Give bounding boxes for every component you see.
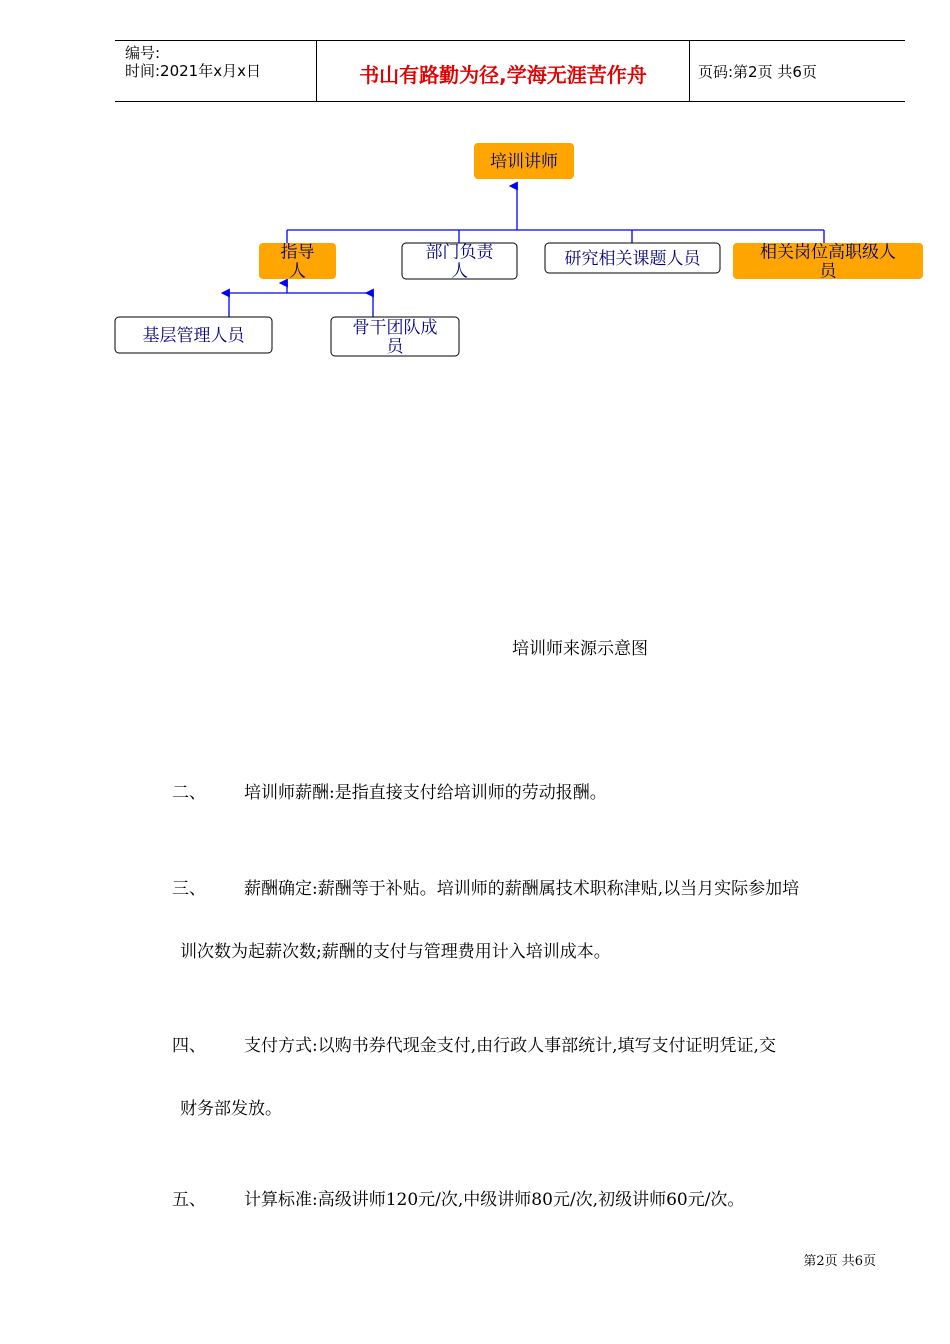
node-level1-0-label: 人 [289,261,306,282]
paragraph-text: 计算标准:高级讲师120元/次,中级讲师80元/次,初级讲师60元/次。 [244,1190,745,1210]
node-level2-0 [115,317,272,353]
diagram-caption: 培训师来源示意图 [512,639,648,659]
paragraph-4 [172,1036,892,1056]
node-level1-3-label: 员 [819,261,837,282]
paragraph-3-continuation: 训次数为起薪次数;薪酬的支付与管理费用计入培训成本。 [180,942,611,962]
node-level2-1-label: 骨干团队成 [352,318,438,338]
paragraph-text: 薪酬确定:薪酬等于补贴。培训师的薪酬属技术职称津贴,以当月实际参加培 [244,879,800,899]
paragraph-number: 二、 [172,783,206,803]
header-number-label: 编号: [125,44,161,62]
node-level1-0 [259,243,336,282]
paragraph-number: 四、 [172,1036,206,1056]
node-level1-1-label: 部门负责 [425,242,494,263]
node-level1-1 [402,243,517,282]
paragraph-text: 培训师薪酬:是指直接支付给培训师的劳动报酬。 [244,783,607,803]
header-page-info: 页码:第2页 共6页 [698,63,817,81]
node-level2-1 [331,317,459,357]
paragraph-number: 三、 [172,879,206,899]
node-level1-3-label: 相关岗位高职级人 [760,242,896,263]
page-footer: 第2页 共6页 [803,1254,876,1269]
paragraph-4-continuation: 财务部发放。 [180,1099,282,1119]
paragraph-2 [172,783,892,803]
node-level2-1-label: 员 [386,337,404,357]
node-level1-0-label: 指导 [280,242,315,263]
trainer-source-diagram [0,0,950,400]
header-time-label: 时间:2021年x月x日 [125,62,261,80]
node-level1-2-label: 研究相关课题人员 [564,249,701,269]
node-root [474,143,574,179]
node-root-label: 培训讲师 [490,152,558,172]
node-level1-1-label: 人 [451,261,468,282]
paragraph-5 [172,1190,892,1210]
header-motto: 书山有路勤为径,学海无涯苦作舟 [359,63,647,87]
paragraph-3 [172,879,892,899]
node-level1-3 [733,243,923,282]
paragraph-text: 支付方式:以购书券代现金支付,由行政人事部统计,填写支付证明凭证,交 [244,1036,776,1056]
node-level2-0-label: 基层管理人员 [142,326,245,346]
node-level1-2 [545,243,720,273]
paragraph-number: 五、 [172,1190,206,1210]
